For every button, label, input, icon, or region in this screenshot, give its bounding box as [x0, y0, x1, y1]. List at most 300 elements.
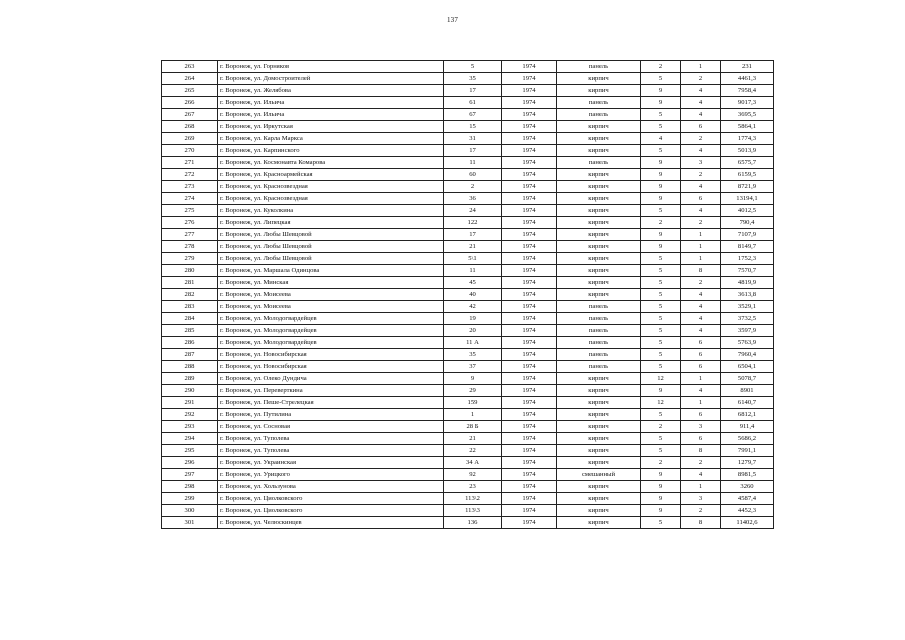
- row-number-cell: 268: [162, 121, 218, 133]
- wall-material-cell: кирпич: [557, 505, 641, 517]
- floors-cell: 9: [641, 385, 681, 397]
- build-year-cell: 1974: [502, 373, 557, 385]
- address-cell: г. Воронеж, ул. Космонавта Комарова: [218, 157, 444, 169]
- area-cell: 7570,7: [721, 265, 774, 277]
- area-cell: 5864,1: [721, 121, 774, 133]
- house-number-cell: 23: [444, 481, 502, 493]
- table-row: [162, 181, 774, 193]
- floors-cell: 4: [641, 133, 681, 145]
- floors-cell: 9: [641, 241, 681, 253]
- row-number-cell: 281: [162, 277, 218, 289]
- wall-material-cell: панель: [557, 97, 641, 109]
- area-cell: 7991,1: [721, 445, 774, 457]
- house-number-cell: 36: [444, 193, 502, 205]
- area-cell: 1774,3: [721, 133, 774, 145]
- wall-material-cell: кирпич: [557, 181, 641, 193]
- wall-material-cell: кирпич: [557, 145, 641, 157]
- entrances-cell: 1: [681, 61, 721, 73]
- house-number-cell: 5\1: [444, 253, 502, 265]
- wall-material-cell: кирпич: [557, 217, 641, 229]
- area-cell: 7107,9: [721, 229, 774, 241]
- table-row: [162, 361, 774, 373]
- table-row: [162, 277, 774, 289]
- entrances-cell: 3: [681, 421, 721, 433]
- floors-cell: 9: [641, 469, 681, 481]
- address-cell: г. Воронеж, ул. Сосновая: [218, 421, 444, 433]
- table-row: [162, 229, 774, 241]
- row-number-cell: 299: [162, 493, 218, 505]
- entrances-cell: 6: [681, 121, 721, 133]
- area-cell: 7958,4: [721, 85, 774, 97]
- table-row: [162, 157, 774, 169]
- entrances-cell: 1: [681, 397, 721, 409]
- build-year-cell: 1974: [502, 337, 557, 349]
- table-row: [162, 97, 774, 109]
- area-cell: 5763,9: [721, 337, 774, 349]
- area-cell: 5686,2: [721, 433, 774, 445]
- entrances-cell: 4: [681, 109, 721, 121]
- house-number-cell: 136: [444, 517, 502, 529]
- entrances-cell: 2: [681, 505, 721, 517]
- wall-material-cell: панель: [557, 349, 641, 361]
- house-number-cell: 17: [444, 85, 502, 97]
- wall-material-cell: панель: [557, 361, 641, 373]
- area-cell: 4587,4: [721, 493, 774, 505]
- house-number-cell: 1: [444, 409, 502, 421]
- wall-material-cell: кирпич: [557, 253, 641, 265]
- entrances-cell: 6: [681, 193, 721, 205]
- table-row: [162, 421, 774, 433]
- address-cell: г. Воронеж, ул. Ильича: [218, 97, 444, 109]
- table-row: [162, 445, 774, 457]
- area-cell: 790,4: [721, 217, 774, 229]
- build-year-cell: 1974: [502, 265, 557, 277]
- floors-cell: 5: [641, 277, 681, 289]
- address-cell: г. Воронеж, ул. Ильича: [218, 109, 444, 121]
- build-year-cell: 1974: [502, 277, 557, 289]
- floors-cell: 5: [641, 253, 681, 265]
- build-year-cell: 1974: [502, 253, 557, 265]
- table-row: [162, 469, 774, 481]
- table-row: [162, 301, 774, 313]
- area-cell: 7960,4: [721, 349, 774, 361]
- build-year-cell: 1974: [502, 457, 557, 469]
- floors-cell: 5: [641, 409, 681, 421]
- floors-cell: 5: [641, 337, 681, 349]
- row-number-cell: 270: [162, 145, 218, 157]
- row-number-cell: 274: [162, 193, 218, 205]
- address-cell: г. Воронеж, ул. Желябова: [218, 85, 444, 97]
- entrances-cell: 1: [681, 253, 721, 265]
- build-year-cell: 1974: [502, 517, 557, 529]
- row-number-cell: 283: [162, 301, 218, 313]
- address-cell: г. Воронеж, ул. Краснозвездная: [218, 181, 444, 193]
- build-year-cell: 1974: [502, 493, 557, 505]
- address-cell: г. Воронеж, ул. Липецкая: [218, 217, 444, 229]
- floors-cell: 9: [641, 181, 681, 193]
- area-cell: 4819,9: [721, 277, 774, 289]
- address-cell: г. Воронеж, ул. Переверткина: [218, 385, 444, 397]
- wall-material-cell: кирпич: [557, 229, 641, 241]
- house-number-cell: 40: [444, 289, 502, 301]
- house-number-cell: 34 А: [444, 457, 502, 469]
- house-number-cell: 9: [444, 373, 502, 385]
- build-year-cell: 1974: [502, 181, 557, 193]
- area-cell: 6140,7: [721, 397, 774, 409]
- house-number-cell: 113\2: [444, 493, 502, 505]
- table-row: [162, 289, 774, 301]
- wall-material-cell: панель: [557, 157, 641, 169]
- build-year-cell: 1974: [502, 109, 557, 121]
- build-year-cell: 1974: [502, 289, 557, 301]
- area-cell: 3529,1: [721, 301, 774, 313]
- page-number: 137: [446, 16, 459, 24]
- address-cell: г. Воронеж, ул. Пеше-Стрелецкая: [218, 397, 444, 409]
- wall-material-cell: кирпич: [557, 493, 641, 505]
- row-number-cell: 287: [162, 349, 218, 361]
- entrances-cell: 6: [681, 361, 721, 373]
- wall-material-cell: панель: [557, 325, 641, 337]
- floors-cell: 12: [641, 397, 681, 409]
- floors-cell: 9: [641, 193, 681, 205]
- table-row: [162, 145, 774, 157]
- row-number-cell: 286: [162, 337, 218, 349]
- floors-cell: 2: [641, 457, 681, 469]
- entrances-cell: 4: [681, 469, 721, 481]
- housing-registry-table: [161, 60, 774, 529]
- row-number-cell: 265: [162, 85, 218, 97]
- floors-cell: 5: [641, 289, 681, 301]
- house-number-cell: 29: [444, 385, 502, 397]
- row-number-cell: 291: [162, 397, 218, 409]
- area-cell: 4012,5: [721, 205, 774, 217]
- address-cell: г. Воронеж, ул. Карла Маркса: [218, 133, 444, 145]
- entrances-cell: 4: [681, 301, 721, 313]
- table-row: [162, 433, 774, 445]
- area-cell: 5013,9: [721, 145, 774, 157]
- build-year-cell: 1974: [502, 73, 557, 85]
- house-number-cell: 20: [444, 325, 502, 337]
- floors-cell: 2: [641, 421, 681, 433]
- house-number-cell: 15: [444, 121, 502, 133]
- area-cell: 13194,1: [721, 193, 774, 205]
- wall-material-cell: кирпич: [557, 205, 641, 217]
- area-cell: 4452,3: [721, 505, 774, 517]
- build-year-cell: 1974: [502, 397, 557, 409]
- wall-material-cell: кирпич: [557, 445, 641, 457]
- table-row: [162, 373, 774, 385]
- table-row: [162, 193, 774, 205]
- build-year-cell: 1974: [502, 121, 557, 133]
- house-number-cell: 35: [444, 73, 502, 85]
- house-number-cell: 11: [444, 265, 502, 277]
- table-row: [162, 385, 774, 397]
- table-row: [162, 121, 774, 133]
- build-year-cell: 1974: [502, 133, 557, 145]
- row-number-cell: 296: [162, 457, 218, 469]
- area-cell: 3260: [721, 481, 774, 493]
- address-cell: г. Воронеж, ул. Молодогвардейцев: [218, 325, 444, 337]
- area-cell: 911,4: [721, 421, 774, 433]
- table-row: [162, 253, 774, 265]
- build-year-cell: 1974: [502, 241, 557, 253]
- table-row: [162, 493, 774, 505]
- wall-material-cell: кирпич: [557, 481, 641, 493]
- entrances-cell: 6: [681, 409, 721, 421]
- wall-material-cell: кирпич: [557, 517, 641, 529]
- address-cell: г. Воронеж, ул. Минская: [218, 277, 444, 289]
- entrances-cell: 8: [681, 265, 721, 277]
- table-row: [162, 409, 774, 421]
- address-cell: г. Воронеж, ул. Олеко Дундича: [218, 373, 444, 385]
- entrances-cell: 6: [681, 337, 721, 349]
- address-cell: г. Воронеж, ул. Хользунова: [218, 481, 444, 493]
- house-number-cell: 67: [444, 109, 502, 121]
- entrances-cell: 2: [681, 217, 721, 229]
- build-year-cell: 1974: [502, 505, 557, 517]
- entrances-cell: 4: [681, 97, 721, 109]
- house-number-cell: 21: [444, 241, 502, 253]
- area-cell: 3732,5: [721, 313, 774, 325]
- address-cell: г. Воронеж, ул. Красноармейская: [218, 169, 444, 181]
- floors-cell: 5: [641, 121, 681, 133]
- row-number-cell: 264: [162, 73, 218, 85]
- area-cell: 11402,6: [721, 517, 774, 529]
- build-year-cell: 1974: [502, 61, 557, 73]
- house-number-cell: 2: [444, 181, 502, 193]
- row-number-cell: 290: [162, 385, 218, 397]
- wall-material-cell: кирпич: [557, 241, 641, 253]
- table-row: [162, 505, 774, 517]
- entrances-cell: 2: [681, 169, 721, 181]
- address-cell: г. Воронеж, ул. Челюскинцев: [218, 517, 444, 529]
- build-year-cell: 1974: [502, 145, 557, 157]
- build-year-cell: 1974: [502, 85, 557, 97]
- area-cell: 6812,1: [721, 409, 774, 421]
- house-number-cell: 5: [444, 61, 502, 73]
- table-row: [162, 517, 774, 529]
- floors-cell: 5: [641, 205, 681, 217]
- area-cell: 231: [721, 61, 774, 73]
- wall-material-cell: кирпич: [557, 169, 641, 181]
- row-number-cell: 271: [162, 157, 218, 169]
- area-cell: 6504,1: [721, 361, 774, 373]
- table-body: [162, 61, 774, 529]
- address-cell: г. Воронеж, ул. Иркутская: [218, 121, 444, 133]
- row-number-cell: 280: [162, 265, 218, 277]
- floors-cell: 5: [641, 433, 681, 445]
- house-number-cell: 92: [444, 469, 502, 481]
- area-cell: 4461,3: [721, 73, 774, 85]
- floors-cell: 5: [641, 73, 681, 85]
- table-row: [162, 325, 774, 337]
- entrances-cell: 4: [681, 313, 721, 325]
- floors-cell: 9: [641, 229, 681, 241]
- table-row: [162, 337, 774, 349]
- entrances-cell: 3: [681, 157, 721, 169]
- house-number-cell: 35: [444, 349, 502, 361]
- entrances-cell: 6: [681, 349, 721, 361]
- row-number-cell: 266: [162, 97, 218, 109]
- wall-material-cell: кирпич: [557, 373, 641, 385]
- area-cell: 6575,7: [721, 157, 774, 169]
- floors-cell: 9: [641, 505, 681, 517]
- area-cell: 6159,5: [721, 169, 774, 181]
- wall-material-cell: кирпич: [557, 421, 641, 433]
- wall-material-cell: кирпич: [557, 85, 641, 97]
- address-cell: г. Воронеж, ул. Домостроителей: [218, 73, 444, 85]
- house-number-cell: 24: [444, 205, 502, 217]
- house-number-cell: 159: [444, 397, 502, 409]
- entrances-cell: 6: [681, 433, 721, 445]
- build-year-cell: 1974: [502, 445, 557, 457]
- area-cell: 3695,5: [721, 109, 774, 121]
- floors-cell: 9: [641, 85, 681, 97]
- address-cell: г. Воронеж, ул. Горняков: [218, 61, 444, 73]
- build-year-cell: 1974: [502, 193, 557, 205]
- address-cell: г. Воронеж, ул. Куколкина: [218, 205, 444, 217]
- area-cell: 8981,5: [721, 469, 774, 481]
- area-cell: 9017,3: [721, 97, 774, 109]
- wall-material-cell: кирпич: [557, 385, 641, 397]
- row-number-cell: 278: [162, 241, 218, 253]
- address-cell: г. Воронеж, ул. Туполева: [218, 445, 444, 457]
- entrances-cell: 1: [681, 373, 721, 385]
- row-number-cell: 273: [162, 181, 218, 193]
- address-cell: г. Воронеж, ул. Любы Шевцовой: [218, 229, 444, 241]
- house-number-cell: 11 А: [444, 337, 502, 349]
- area-cell: 1279,7: [721, 457, 774, 469]
- entrances-cell: 3: [681, 493, 721, 505]
- row-number-cell: 298: [162, 481, 218, 493]
- wall-material-cell: кирпич: [557, 133, 641, 145]
- address-cell: г. Воронеж, ул. Краснозвездная: [218, 193, 444, 205]
- build-year-cell: 1974: [502, 409, 557, 421]
- build-year-cell: 1974: [502, 157, 557, 169]
- area-cell: 5078,7: [721, 373, 774, 385]
- address-cell: г. Воронеж, ул. Карпинского: [218, 145, 444, 157]
- house-number-cell: 113\3: [444, 505, 502, 517]
- house-number-cell: 45: [444, 277, 502, 289]
- row-number-cell: 297: [162, 469, 218, 481]
- row-number-cell: 279: [162, 253, 218, 265]
- area-cell: 8721,9: [721, 181, 774, 193]
- table-row: [162, 205, 774, 217]
- build-year-cell: 1974: [502, 217, 557, 229]
- entrances-cell: 4: [681, 205, 721, 217]
- row-number-cell: 289: [162, 373, 218, 385]
- floors-cell: 12: [641, 373, 681, 385]
- area-cell: 8149,7: [721, 241, 774, 253]
- address-cell: г. Воронеж, ул. Любы Шевцовой: [218, 241, 444, 253]
- address-cell: г. Воронеж, ул. Путилина: [218, 409, 444, 421]
- build-year-cell: 1974: [502, 313, 557, 325]
- table-row: [162, 457, 774, 469]
- area-cell: 3613,8: [721, 289, 774, 301]
- floors-cell: 5: [641, 145, 681, 157]
- house-number-cell: 22: [444, 445, 502, 457]
- house-number-cell: 122: [444, 217, 502, 229]
- table-row: [162, 217, 774, 229]
- entrances-cell: 4: [681, 289, 721, 301]
- table-row: [162, 85, 774, 97]
- row-number-cell: 282: [162, 289, 218, 301]
- address-cell: г. Воронеж, ул. Новосибирская: [218, 361, 444, 373]
- house-number-cell: 21: [444, 433, 502, 445]
- entrances-cell: 4: [681, 181, 721, 193]
- table-row: [162, 241, 774, 253]
- area-cell: 3597,9: [721, 325, 774, 337]
- floors-cell: 5: [641, 109, 681, 121]
- row-number-cell: 294: [162, 433, 218, 445]
- entrances-cell: 1: [681, 229, 721, 241]
- floors-cell: 2: [641, 217, 681, 229]
- build-year-cell: 1974: [502, 169, 557, 181]
- house-number-cell: 31: [444, 133, 502, 145]
- floors-cell: 9: [641, 169, 681, 181]
- address-cell: г. Воронеж, ул. Маршала Одинцова: [218, 265, 444, 277]
- table-row: [162, 349, 774, 361]
- entrances-cell: 4: [681, 85, 721, 97]
- floors-cell: 5: [641, 349, 681, 361]
- entrances-cell: 2: [681, 133, 721, 145]
- house-number-cell: 19: [444, 313, 502, 325]
- address-cell: г. Воронеж, ул. Новосибирская: [218, 349, 444, 361]
- area-cell: 1752,3: [721, 253, 774, 265]
- row-number-cell: 288: [162, 361, 218, 373]
- wall-material-cell: панель: [557, 301, 641, 313]
- house-number-cell: 28 Б: [444, 421, 502, 433]
- row-number-cell: 301: [162, 517, 218, 529]
- address-cell: г. Воронеж, ул. Урицкого: [218, 469, 444, 481]
- table-row: [162, 481, 774, 493]
- table-row: [162, 133, 774, 145]
- floors-cell: 2: [641, 61, 681, 73]
- house-number-cell: 11: [444, 157, 502, 169]
- house-number-cell: 60: [444, 169, 502, 181]
- row-number-cell: 300: [162, 505, 218, 517]
- entrances-cell: 4: [681, 385, 721, 397]
- build-year-cell: 1974: [502, 385, 557, 397]
- table-row: [162, 265, 774, 277]
- build-year-cell: 1974: [502, 469, 557, 481]
- table-row: [162, 73, 774, 85]
- table-row: [162, 397, 774, 409]
- wall-material-cell: кирпич: [557, 409, 641, 421]
- row-number-cell: 272: [162, 169, 218, 181]
- address-cell: г. Воронеж, ул. Циолковского: [218, 493, 444, 505]
- address-cell: г. Воронеж, ул. Туполева: [218, 433, 444, 445]
- floors-cell: 5: [641, 445, 681, 457]
- wall-material-cell: кирпич: [557, 265, 641, 277]
- wall-material-cell: кирпич: [557, 73, 641, 85]
- build-year-cell: 1974: [502, 361, 557, 373]
- wall-material-cell: панель: [557, 337, 641, 349]
- wall-material-cell: панель: [557, 109, 641, 121]
- row-number-cell: 284: [162, 313, 218, 325]
- floors-cell: 5: [641, 517, 681, 529]
- row-number-cell: 276: [162, 217, 218, 229]
- entrances-cell: 4: [681, 325, 721, 337]
- address-cell: г. Воронеж, ул. Украинская: [218, 457, 444, 469]
- build-year-cell: 1974: [502, 97, 557, 109]
- build-year-cell: 1974: [502, 301, 557, 313]
- table-row: [162, 313, 774, 325]
- address-cell: г. Воронеж, ул. Моисеева: [218, 301, 444, 313]
- entrances-cell: 4: [681, 145, 721, 157]
- build-year-cell: 1974: [502, 433, 557, 445]
- entrances-cell: 2: [681, 457, 721, 469]
